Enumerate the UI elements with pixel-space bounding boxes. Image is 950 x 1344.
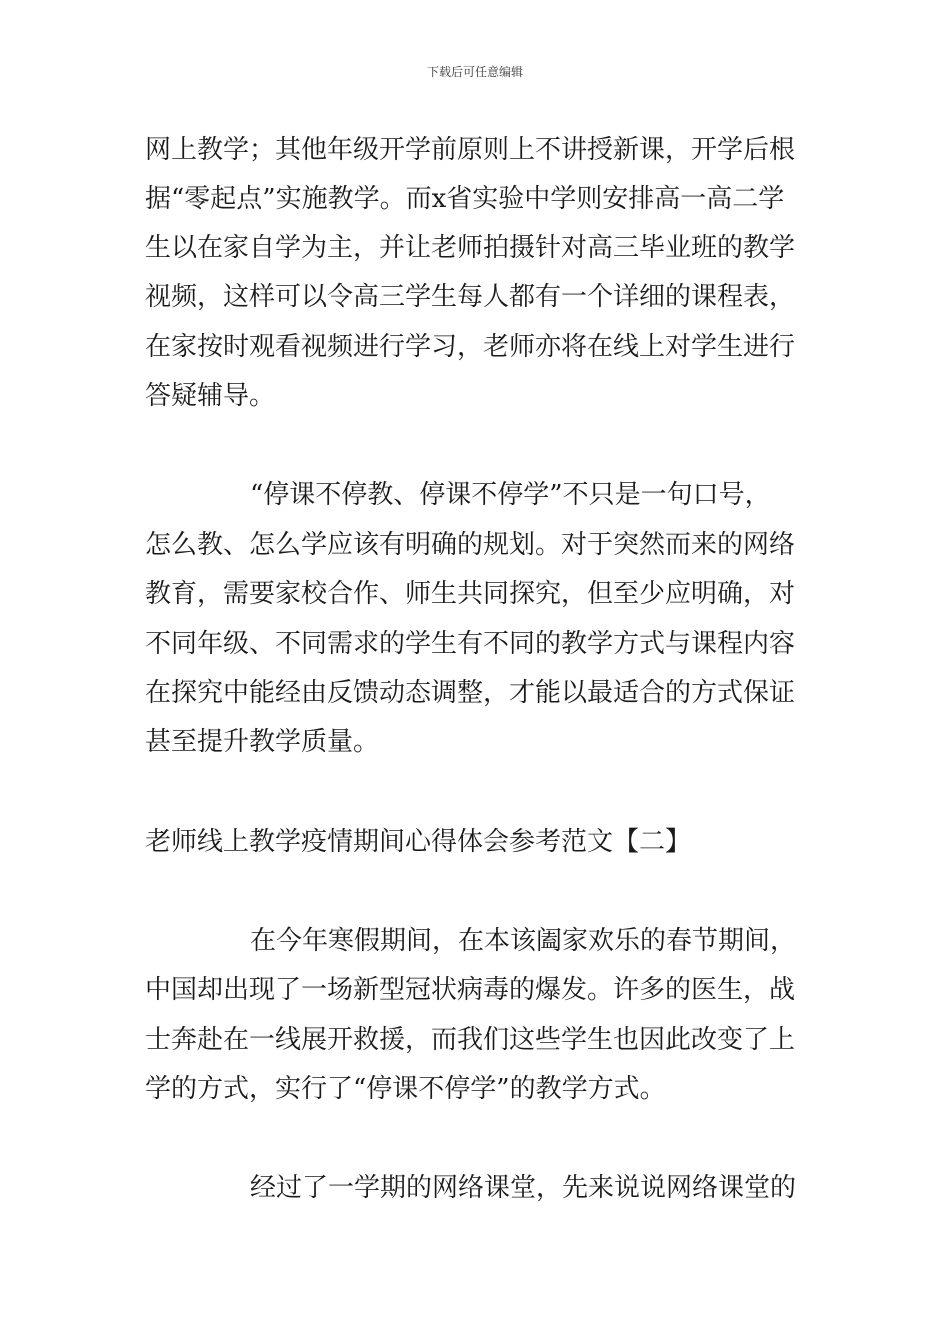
- paragraph-line: 在探究中能经由反馈动态调整，才能以最适合的方式保证: [145, 678, 796, 708]
- paragraph-line: 视频，这样可以令高三学生每人都有一个详细的课程表，: [145, 282, 796, 312]
- page-header: 下载后可任意编辑: [426, 65, 523, 79]
- paragraph-line: 在今年寒假期间，在本该阖家欢乐的春节期间，: [250, 926, 797, 956]
- paragraph-line: “停课不停教、停课不停学”不只是一句口号，: [250, 480, 771, 510]
- paragraph-line: 不同年级、不同需求的学生有不同的教学方式与课程内容: [145, 629, 796, 659]
- paragraph-line: 怎么教、怎么学应该有明确的规划。对于突然而来的网络: [145, 530, 796, 560]
- paragraph-line: 据“零起点”实施教学。而x省实验中学则安排高一高二学: [145, 184, 785, 214]
- paragraph-line: 教育，需要家校合作、师生共同探究，但至少应明确，对: [145, 579, 796, 609]
- section-heading: 老师线上教学疫情期间心得体会参考范文【二】: [145, 827, 692, 857]
- paragraph-line: 甚至提升教学质量。: [145, 727, 380, 757]
- paragraph-line: 在家按时观看视频进行学习，老师亦将在线上对学生进行: [145, 332, 796, 362]
- paragraph-line: 经过了一学期的网络课堂，先来说说网络课堂的: [250, 1173, 797, 1203]
- paragraph-line: 答疑辅导。: [145, 381, 276, 411]
- paragraph-line: 网上教学；其他年级开学前原则上不讲授新课，开学后根: [145, 135, 796, 165]
- paragraph-line: 中国却出现了一场新型冠状病毒的爆发。许多的医生，战: [145, 975, 796, 1005]
- paragraph-line: 学的方式，实行了“停课不停学”的教学方式。: [145, 1074, 666, 1104]
- paragraph-line: 士奔赴在一线展开救援，而我们这些学生也因此改变了上: [145, 1025, 796, 1055]
- paragraph-line: 生以在家自学为主，并让老师拍摄针对高三毕业班的教学: [145, 233, 796, 263]
